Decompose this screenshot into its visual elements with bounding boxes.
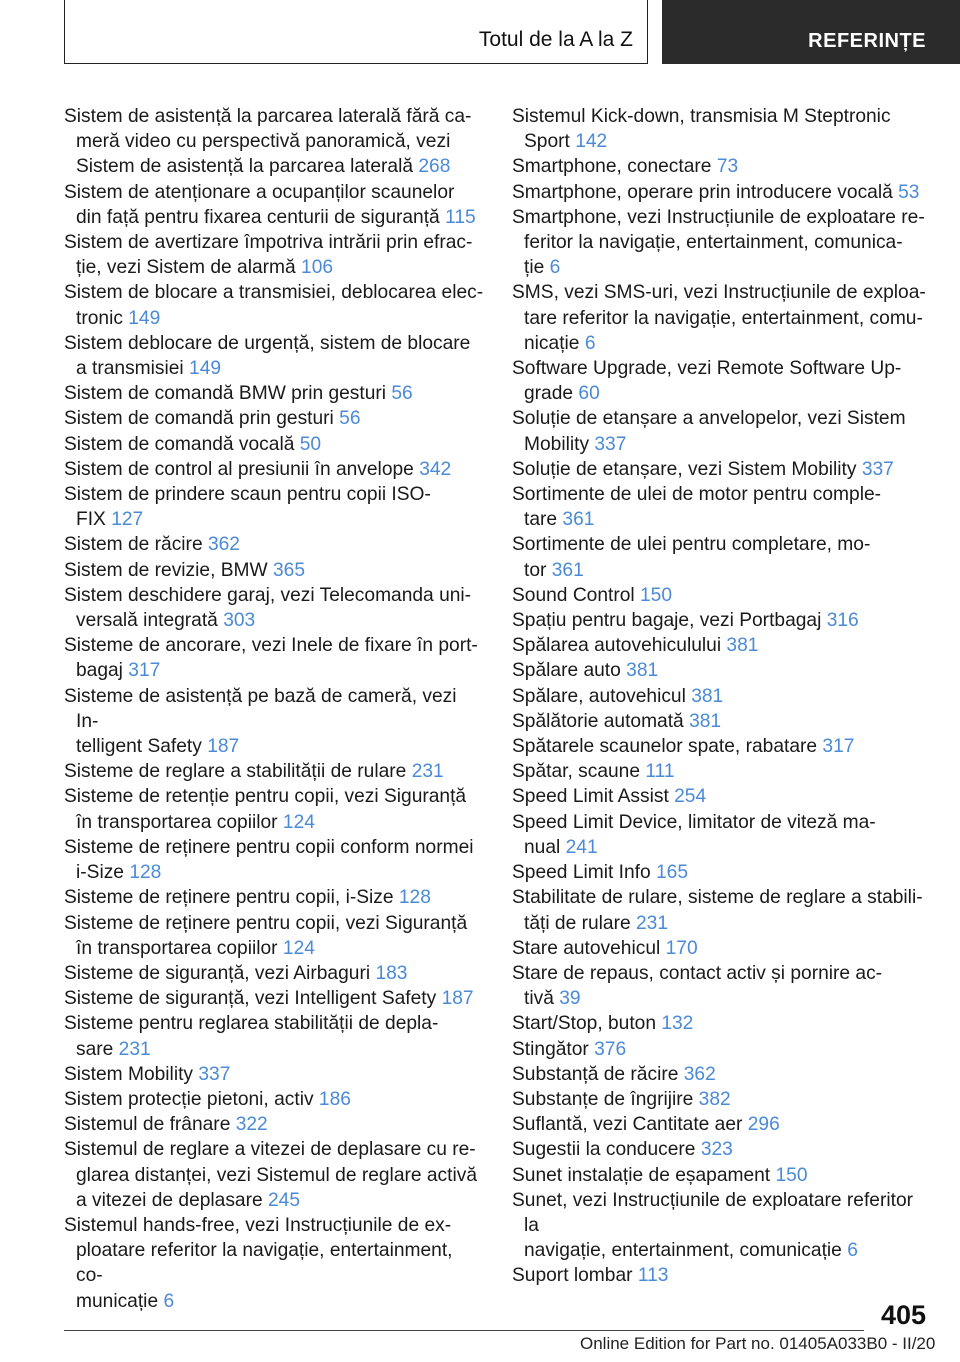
page-reference-link[interactable]: 165 bbox=[656, 862, 689, 884]
index-entry bbox=[64, 583, 484, 633]
index-entry-text: Stare autovehicul bbox=[512, 937, 661, 959]
index-entry-text: SMS, vezi SMS-uri, vezi Instrucțiunile de exploa- tare referitor la navigație, entertainment, comu- nicație bbox=[512, 282, 926, 354]
page-reference-link[interactable]: 186 bbox=[318, 1088, 351, 1110]
index-entry-text: Soluție de etanșare, vezi Sistem Mobility bbox=[512, 458, 857, 480]
index-entry bbox=[512, 205, 930, 281]
index-entry bbox=[64, 381, 484, 406]
index-entry-text: Sistem de asistență la parcarea laterală fără ca- meră video cu perspectivă panoramică, vezi Sistem de asistență la parcarea laterală bbox=[64, 106, 472, 178]
index-entry bbox=[512, 961, 930, 1011]
index-entry bbox=[64, 1087, 484, 1112]
page-reference-link[interactable]: 322 bbox=[235, 1114, 268, 1136]
index-entry-text: Sisteme pentru reglarea stabilității de depla- sare bbox=[64, 1013, 439, 1060]
page-reference-link[interactable]: 361 bbox=[562, 509, 595, 531]
index-entry bbox=[512, 1037, 930, 1062]
page-reference-link[interactable]: 73 bbox=[716, 156, 739, 178]
index-entry bbox=[512, 1062, 930, 1087]
index-entry-text: Sistem de atenționare a ocupanților scaunelor din față pentru fixarea centurii de siguranță bbox=[64, 181, 455, 228]
page-reference-link[interactable]: 53 bbox=[898, 181, 920, 203]
page-reference-link[interactable]: 150 bbox=[775, 1164, 808, 1186]
index-entry-text: Sistem de prindere scaun pentru copii ISO- FIX bbox=[64, 484, 431, 531]
page-reference-link[interactable]: 303 bbox=[223, 610, 256, 632]
index-entry-text: Sunet instalație de eșapament bbox=[512, 1164, 771, 1186]
index-entry-text: Sistem de comandă prin gesturi bbox=[64, 408, 334, 430]
index-entry-text: Smartphone, conectare bbox=[512, 156, 712, 178]
index-entry bbox=[512, 784, 930, 809]
index-entry-text: Sisteme de reținere pentru copii, i-Size bbox=[64, 887, 394, 909]
page-reference-link[interactable]: 241 bbox=[565, 836, 598, 858]
index-entry bbox=[64, 961, 484, 986]
index-entry-text: Spațiu pentru bagaje, vezi Portbagaj bbox=[512, 610, 822, 632]
index-entry bbox=[64, 784, 484, 834]
index-entry-text: Suport lombar bbox=[512, 1265, 633, 1287]
index-entry bbox=[512, 180, 930, 205]
index-entry-text: Sistem de răcire bbox=[64, 534, 203, 556]
chapter-title: REFERINȚE bbox=[808, 30, 926, 52]
page-reference-link[interactable]: 361 bbox=[551, 559, 584, 581]
index-entry bbox=[64, 180, 484, 230]
page-reference-link[interactable]: 50 bbox=[299, 433, 322, 455]
index-entry-text: Sistemul Kick-down, transmisia M Steptronic Sport bbox=[512, 106, 891, 153]
page-reference-link[interactable]: 6 bbox=[584, 332, 596, 354]
index-entry bbox=[512, 1011, 930, 1036]
index-entry-text: Sortimente de ulei de motor pentru comple- tare bbox=[512, 484, 882, 531]
index-entry-text: Sisteme de retenție pentru copii, vezi Siguranță în transportarea copiilor bbox=[64, 786, 467, 833]
index-entry-text: Sistem deblocare de urgență, sistem de blocare a transmisiei bbox=[64, 332, 471, 380]
index-entry bbox=[512, 154, 930, 179]
page-reference-link[interactable]: 39 bbox=[559, 988, 581, 1010]
index-entry-text: Sisteme de siguranță, vezi Airbaguri bbox=[64, 962, 371, 984]
page-reference-link[interactable]: 362 bbox=[683, 1063, 716, 1085]
index-entry bbox=[64, 457, 484, 482]
index-entry bbox=[512, 658, 930, 683]
page-reference-link[interactable]: 231 bbox=[118, 1038, 151, 1060]
index-entry bbox=[512, 1087, 930, 1112]
index-entry-text: Software Upgrade, vezi Remote Software Up- grade bbox=[512, 358, 902, 405]
index-entry-text: Soluție de etanșare a anvelopelor, vezi Sistem Mobility bbox=[512, 408, 906, 455]
index-entry bbox=[64, 1137, 484, 1213]
index-entry bbox=[64, 759, 484, 784]
footer-divider bbox=[64, 1330, 864, 1331]
index-entry-text: Sistem de control al presiunii în anvelope bbox=[64, 458, 414, 480]
section-title: Totul de la A la Z bbox=[478, 28, 633, 51]
page-reference-link[interactable]: 382 bbox=[698, 1088, 731, 1110]
page-reference-link[interactable]: 6 bbox=[847, 1240, 858, 1262]
index-entry bbox=[64, 1062, 484, 1087]
index-entry-text: Speed Limit Device, limitator de viteză ma- nual bbox=[512, 811, 876, 858]
page-reference-link[interactable]: 170 bbox=[665, 937, 698, 959]
page-reference-link[interactable]: 337 bbox=[198, 1063, 231, 1085]
index-entry bbox=[512, 633, 930, 658]
index-entry bbox=[64, 432, 484, 457]
index-entry-text: Speed Limit Assist bbox=[512, 786, 669, 808]
index-entry bbox=[64, 633, 484, 683]
page-reference-link[interactable]: 254 bbox=[674, 786, 707, 808]
page-reference-link[interactable]: 56 bbox=[339, 408, 361, 430]
page-reference-link[interactable]: 323 bbox=[700, 1139, 733, 1161]
page-reference-link[interactable]: 381 bbox=[689, 710, 722, 732]
index-entry bbox=[512, 1163, 930, 1188]
page-reference-link[interactable]: 362 bbox=[207, 534, 240, 556]
page-reference-link[interactable]: 60 bbox=[578, 383, 600, 405]
page-reference-link[interactable]: 111 bbox=[645, 761, 675, 783]
index-entry-text: Sistem protecție pietoni, activ bbox=[64, 1088, 314, 1110]
page-reference-link[interactable]: 231 bbox=[636, 912, 669, 934]
page-reference-link[interactable]: 317 bbox=[128, 660, 161, 682]
page-number: 405 bbox=[880, 1300, 926, 1330]
index-entry bbox=[64, 406, 484, 431]
index-entry bbox=[64, 532, 484, 557]
page-reference-link[interactable]: 128 bbox=[129, 862, 162, 884]
index-entry-text: Sisteme de asistență pe bază de cameră, vezi In- telligent Safety bbox=[64, 685, 457, 758]
index-entry-text: Sisteme de siguranță, vezi Intelligent Safety bbox=[64, 988, 437, 1010]
page-reference-link[interactable]: 128 bbox=[398, 887, 431, 909]
index-entry-text: Smartphone, vezi Instrucțiunile de exploatare re- feritor la navigație, entertainment, comunica- ție bbox=[512, 206, 925, 279]
header-section-tab bbox=[64, 0, 648, 64]
index-entry-text: Sunet, vezi Instrucțiunile de exploatare referitor la navigație, entertainment, comunicație bbox=[512, 1189, 914, 1262]
index-entry bbox=[64, 104, 484, 180]
edition-text: Online Edition for Part no. 01405A033B0 - II/20 bbox=[580, 1334, 936, 1353]
index-entry-text: Spălătorie automată bbox=[512, 710, 684, 732]
index-entry-text: Substanță de răcire bbox=[512, 1063, 679, 1085]
index-entry-text: Sistem Mobility bbox=[64, 1063, 194, 1085]
index-entry bbox=[512, 709, 930, 734]
page-reference-link[interactable]: 268 bbox=[418, 156, 451, 178]
index-entry-text: Sistem de blocare a transmisiei, deblocarea elec- tronic bbox=[64, 282, 484, 329]
index-entry-text: Speed Limit Info bbox=[512, 862, 651, 884]
index-entry bbox=[64, 684, 484, 760]
index-entry bbox=[512, 457, 930, 482]
index-entry bbox=[512, 684, 930, 709]
index-entry bbox=[64, 885, 484, 910]
index-entry bbox=[64, 230, 484, 280]
page-reference-link[interactable]: 187 bbox=[441, 988, 474, 1010]
index-entry-text: Spălarea autovehiculului bbox=[512, 635, 722, 657]
index-entry-text: Suflantă, vezi Cantitate aer bbox=[512, 1114, 743, 1136]
index-entry-text: Sistem deschidere garaj, vezi Telecomanda uni- versală integrată bbox=[64, 584, 472, 632]
index-entry bbox=[512, 532, 930, 582]
index-entry-text: Sistem de avertizare împotriva intrării prin efrac- ție, vezi Sistem de alarmă bbox=[64, 232, 473, 279]
index-entry-text: Sortimente de ulei pentru completare, mo- tor bbox=[512, 534, 871, 581]
index-entry-text: Spătar, scaune bbox=[512, 761, 641, 783]
index-entry bbox=[512, 1112, 930, 1137]
index-entry-text: Spălare auto bbox=[512, 660, 621, 682]
page-reference-link[interactable]: 115 bbox=[445, 206, 476, 228]
index-entry-text: Start/Stop, buton bbox=[512, 1013, 656, 1035]
page-reference-link[interactable]: 337 bbox=[861, 458, 894, 480]
page-reference-link[interactable]: 149 bbox=[189, 358, 222, 380]
index-entry bbox=[512, 860, 930, 885]
index-entry-text: Sistemul de frânare bbox=[64, 1114, 231, 1136]
index-entry bbox=[512, 1263, 930, 1288]
page-reference-link[interactable]: 149 bbox=[128, 307, 161, 329]
index-entry bbox=[512, 583, 930, 608]
index-entry-text: Spălare, autovehicul bbox=[512, 685, 686, 707]
index-column-left bbox=[64, 104, 484, 1314]
index-entry bbox=[512, 1137, 930, 1162]
index-entry-text: Smartphone, operare prin introducere vocală bbox=[512, 181, 893, 203]
page-reference-link[interactable]: 365 bbox=[273, 559, 306, 581]
index-entry-text: Sisteme de ancorare, vezi Inele de fixare în port- bagaj bbox=[64, 635, 478, 682]
index-entry bbox=[64, 1112, 484, 1137]
index-entry bbox=[64, 1011, 484, 1061]
page-reference-link[interactable]: 6 bbox=[549, 257, 561, 279]
index-entry-text: Substanțe de îngrijire bbox=[512, 1088, 694, 1110]
index-entry-text: Sistem de comandă vocală bbox=[64, 433, 295, 455]
page-reference-link[interactable]: 56 bbox=[391, 383, 413, 405]
page-reference-link[interactable]: 381 bbox=[626, 660, 659, 682]
page-reference-link[interactable]: 316 bbox=[826, 610, 859, 632]
index-entry bbox=[64, 558, 484, 583]
page-reference-link[interactable]: 296 bbox=[747, 1114, 780, 1136]
page-reference-link[interactable]: 337 bbox=[594, 433, 627, 455]
index-entry-text: Sound Control bbox=[512, 584, 635, 606]
page-reference-link[interactable]: 183 bbox=[375, 962, 408, 984]
index-entry bbox=[512, 608, 930, 633]
index-entry bbox=[64, 1213, 484, 1314]
index-entry bbox=[64, 835, 484, 885]
index-entry bbox=[64, 482, 484, 532]
index-entry-text: Sistemul de reglare a vitezei de deplasare cu re- glarea distanței, vezi Sistemul de reglare activă a vitezei de deplasare bbox=[64, 1139, 478, 1211]
index-entry bbox=[512, 1188, 930, 1264]
index-entry-text: Sistem de revizie, BMW bbox=[64, 559, 268, 581]
header-chapter-tab bbox=[662, 0, 960, 64]
page-reference-link[interactable]: 376 bbox=[594, 1038, 627, 1060]
index-entry-text: Stare de repaus, contact activ și pornire ac- tivă bbox=[512, 962, 883, 1010]
page-reference-link[interactable]: 317 bbox=[822, 736, 855, 758]
page-reference-link[interactable]: 150 bbox=[640, 584, 673, 606]
index-entry bbox=[512, 885, 930, 935]
index-entry bbox=[512, 759, 930, 784]
index-entry-text: Sugestii la conducere bbox=[512, 1139, 696, 1161]
index-entry-text: Spătarele scaunelor spate, rabatare bbox=[512, 736, 818, 758]
page-reference-link[interactable]: 142 bbox=[575, 131, 608, 153]
page-reference-link[interactable]: 132 bbox=[661, 1013, 694, 1035]
index-entry bbox=[512, 734, 930, 759]
index-entry bbox=[64, 911, 484, 961]
page-reference-link[interactable]: 124 bbox=[282, 937, 315, 959]
index-entry-text: Stabilitate de rulare, sisteme de reglare a stabili- tăți de rulare bbox=[512, 887, 923, 934]
page-reference-link[interactable]: 342 bbox=[419, 458, 452, 480]
index-entry-text: Sisteme de reținere pentru copii, vezi Siguranță în transportarea copiilor bbox=[64, 912, 468, 959]
index-entry bbox=[512, 104, 930, 154]
page-reference-link[interactable]: 381 bbox=[691, 685, 724, 707]
index-entry bbox=[512, 482, 930, 532]
index-entry bbox=[512, 280, 930, 356]
index-entry bbox=[512, 936, 930, 961]
index-entry bbox=[512, 406, 930, 456]
index-entry bbox=[64, 280, 484, 330]
index-entry-text: Sistem de comandă BMW prin gesturi bbox=[64, 383, 387, 405]
page-reference-link[interactable]: 124 bbox=[282, 811, 315, 833]
index-entry bbox=[64, 331, 484, 381]
index-entry bbox=[512, 810, 930, 860]
index-entry-text: Stingător bbox=[512, 1038, 589, 1060]
page-reference-link[interactable]: 113 bbox=[637, 1265, 669, 1287]
page-reference-link[interactable]: 6 bbox=[163, 1290, 175, 1312]
index-entry-text: Sisteme de reglare a stabilității de rulare bbox=[64, 761, 407, 783]
page-reference-link[interactable]: 187 bbox=[207, 736, 240, 758]
index-entry bbox=[512, 356, 930, 406]
index-entry bbox=[64, 986, 484, 1011]
page-reference-link[interactable]: 106 bbox=[301, 257, 334, 279]
index-column-right bbox=[512, 104, 930, 1289]
index-entry-text: Sisteme de reținere pentru copii conform normei i-Size bbox=[64, 836, 474, 884]
page-reference-link[interactable]: 245 bbox=[268, 1189, 301, 1211]
page-reference-link[interactable]: 231 bbox=[411, 761, 444, 783]
page-reference-link[interactable]: 381 bbox=[726, 635, 759, 657]
index-entry-text: Sistemul hands-free, vezi Instrucțiunile de ex- ploatare referitor la navigație, entertainment, co- municație bbox=[64, 1214, 453, 1312]
page-reference-link[interactable]: 127 bbox=[111, 509, 144, 531]
